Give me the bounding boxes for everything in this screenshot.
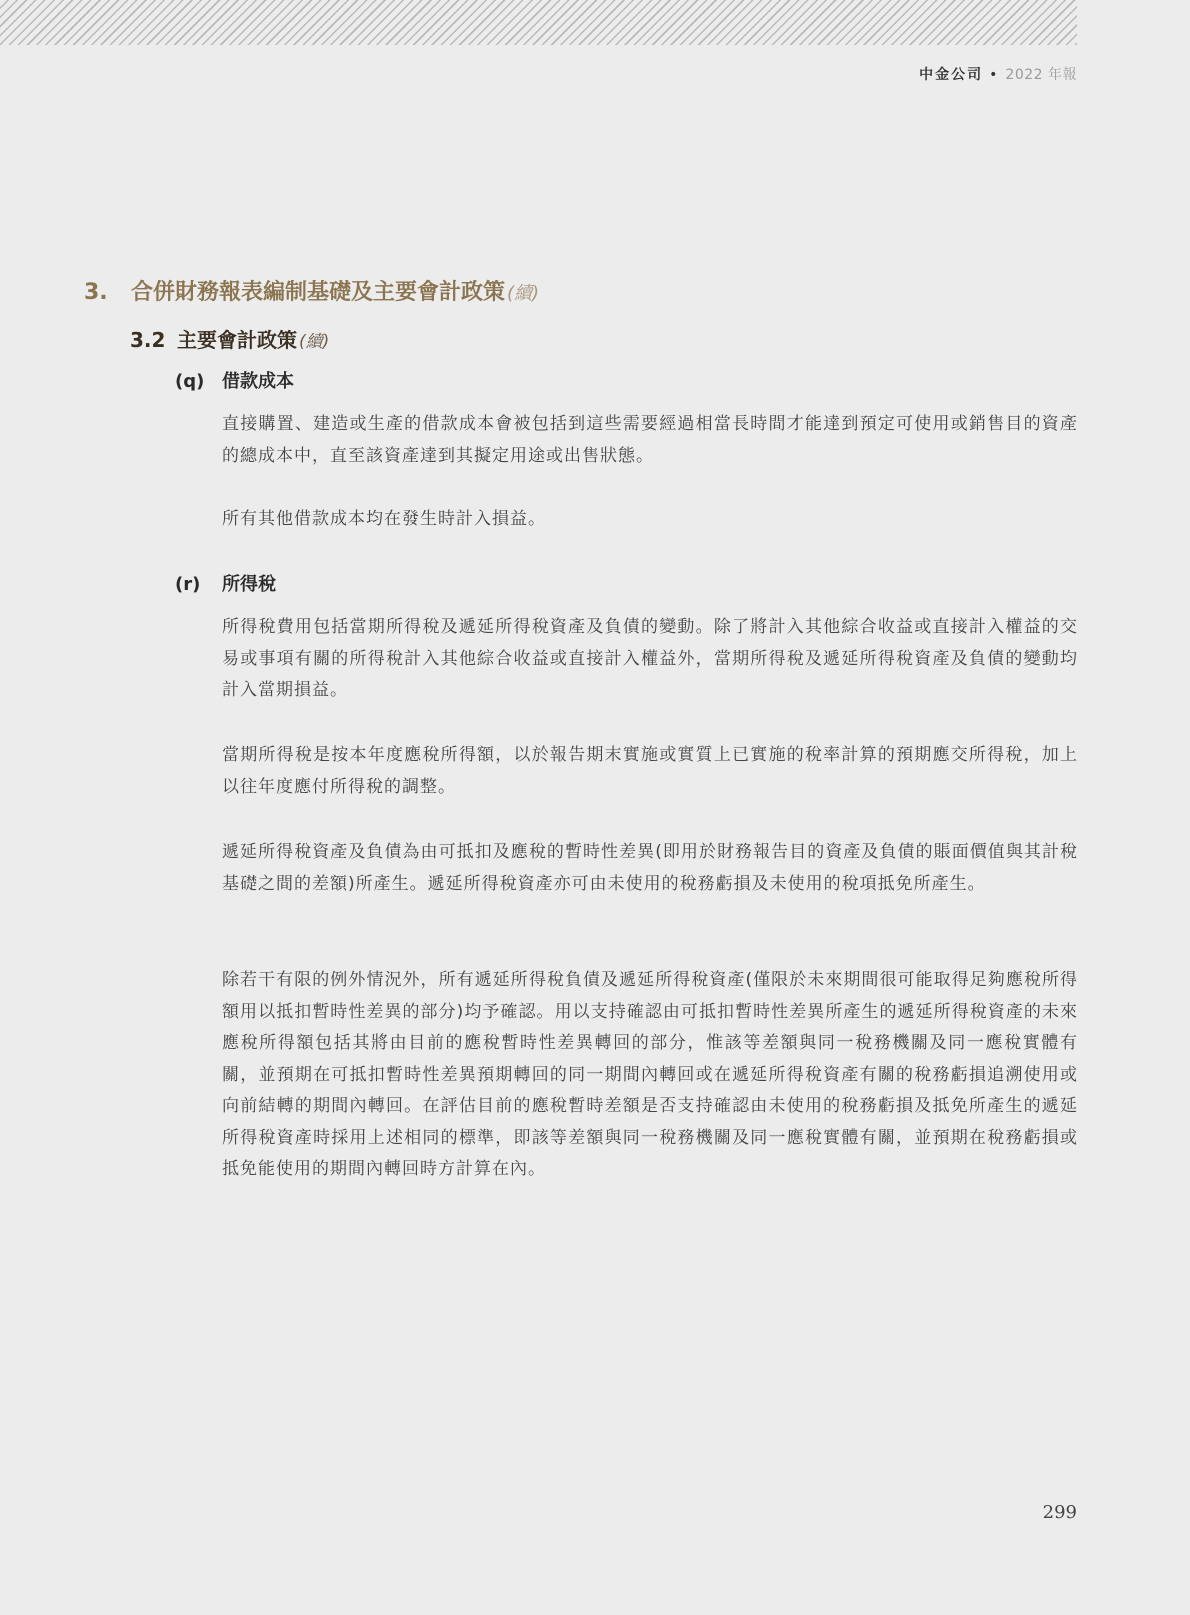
paragraph: 所得稅費用包括當期所得稅及遞延所得稅資產及負債的變動。除了將計入其他綜合收益或直接計入權益的交易或事項有關的所得稅計入其他綜合收益或直接計入權益外，當期所得稅及遞延所得稅資產及負債的變動均計入當期損益。 (222, 617, 1078, 700)
page-number: 299 (1042, 1502, 1077, 1523)
paragraph: 遞延所得稅資產及負債為由可抵扣及應稅的暫時性差異(即用於財務報告目的資產及負債的賬面價值與其計稅基礎之間的差額)所產生。遞延所得稅資產亦可由未使用的稅務虧損及未使用的稅項抵免所產生。 (222, 842, 1078, 894)
report-year: 2022 年報 (1005, 67, 1077, 83)
section-number: 3. (84, 280, 108, 305)
running-header (919, 64, 1077, 84)
subsection-title: 主要會計政策 (177, 328, 297, 352)
paragraph: 當期所得稅是按本年度應稅所得額，以於報告期末實施或實質上已實施的稅率計算的預期應交所得稅，加上以往年度應付所得稅的調整。 (222, 745, 1078, 797)
decorative-hatch-band (0, 0, 1077, 45)
subsection-continued: (續) (299, 332, 330, 352)
item-title: 所得稅 (222, 574, 276, 595)
item-heading-q (175, 367, 294, 393)
section-continued: (續) (507, 283, 540, 304)
company-name: 中金公司 (919, 67, 984, 83)
paragraph: 直接購置、建造或生產的借款成本會被包括到這些需要經過相當長時間才能達到預定可使用或銷售目的資產的總成本中，直至該資產達到其擬定用途或出售狀態。 (222, 414, 1078, 466)
paragraph: 除若干有限的例外情況外，所有遞延所得稅負債及遞延所得稅資產(僅限於未來期間很可能取得足夠應稅所得額用以抵扣暫時性差異的部分)均予確認。用以支持確認由可抵扣暫時性差異所產生的遞延所得稅資產的未來應稅所得額包括其將由目前的應稅暫時性差異轉回的部分，惟該等差額與同一稅務機關及同一應稅實體有關，並預期在可抵扣暫時性差異預期轉回的同一期間內轉回或在遞延所得稅資產有關的稅務虧損追溯使用或向前結轉的期間內轉回。在評估目前的應稅暫時差額是否支持確認由未使用的稅務虧損及抵免所產生的遞延所得稅資產時採用上述相同的標準，即該等差額與同一稅務機關及同一應稅實體有關，並預期在稅務虧損或抵免能使用的期間內轉回時方計算在內。 (222, 970, 1078, 1179)
section-title: 合併財務報表編制基礎及主要會計政策 (131, 280, 506, 305)
paragraph: 所有其他借款成本均在發生時計入損益。 (222, 509, 546, 529)
item-heading-r (175, 570, 276, 596)
subsection-heading (130, 324, 329, 353)
bullet-separator: • (989, 67, 1000, 83)
section-heading (84, 275, 539, 306)
subsection-number: 3.2 (130, 328, 166, 352)
item-letter: (r) (175, 574, 201, 595)
item-letter: (q) (175, 371, 205, 392)
item-title: 借款成本 (222, 371, 294, 392)
